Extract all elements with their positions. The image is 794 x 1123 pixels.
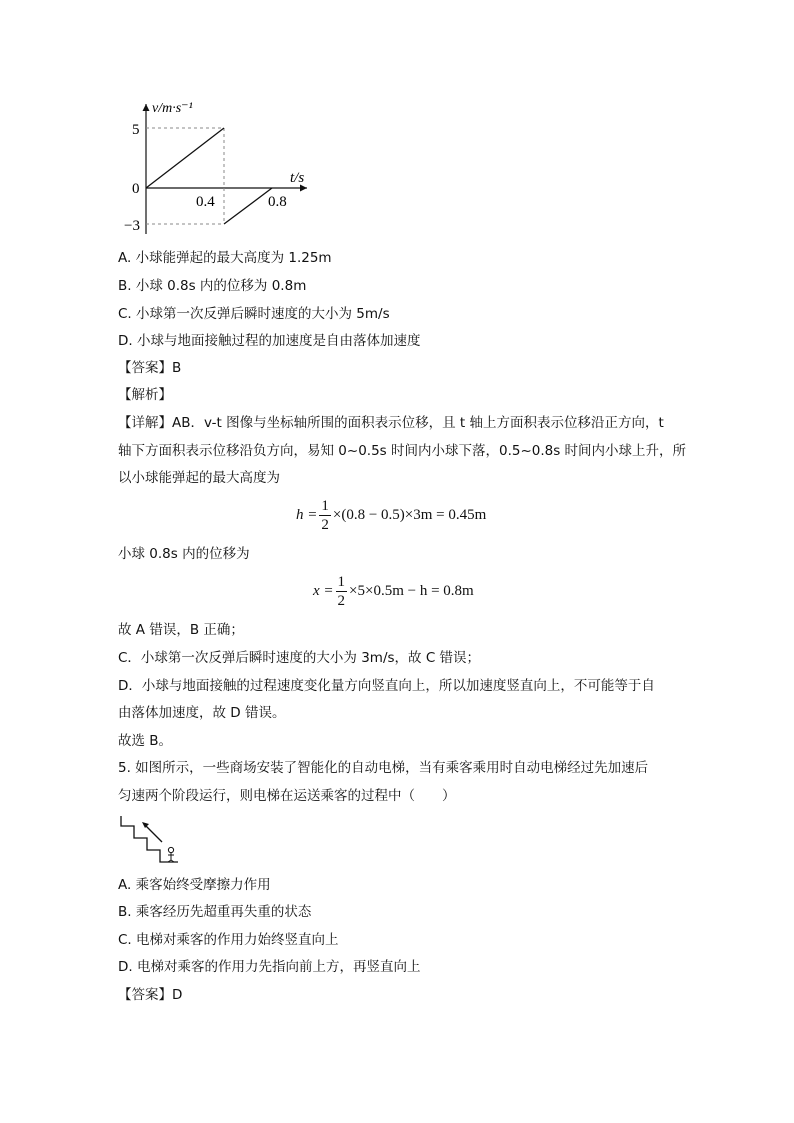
q5-answer: 【答案】D: [118, 987, 183, 1003]
formula-x-rhs: ×5×0.5m − h = 0.8m: [349, 583, 474, 599]
q4-option-a: A. 小球能弹起的最大高度为 1.25m: [118, 250, 332, 266]
q4-option-c: C. 小球第一次反弹后瞬时速度的大小为 5m/s: [118, 306, 390, 322]
q4-d-explanation-2: 由落体加速度，故 D 错误。: [118, 705, 286, 721]
formula-h: [296, 497, 486, 534]
q4-displacement-intro: 小球 0.8s 内的位移为: [118, 546, 250, 562]
q5-option-d: D. 电梯对乘客的作用力先指向前上方，再竖直向上: [118, 959, 421, 975]
y-tick-neg3: −3: [124, 218, 140, 234]
y-tick-0: 0: [132, 181, 140, 197]
q4-detail-line-2: 轴下方面积表示位移沿负方向，易知 0~0.5s 时间内小球下落，0.5~0.8s 时间内小球上升，所: [118, 443, 687, 459]
q4-detail-line-3: 以小球能弹起的最大高度为: [118, 470, 280, 486]
q4-option-d: D. 小球与地面接触过程的加速度是自由落体加速度: [118, 333, 421, 349]
q5-option-c: C. 电梯对乘客的作用力始终竖直向上: [118, 932, 339, 948]
formula-x-numerator: 1: [337, 574, 346, 590]
velocity-line-rising: [224, 188, 272, 224]
q4-c-explanation: C．小球第一次反弹后瞬时速度的大小为 3m/s，故 C 错误；: [118, 650, 481, 666]
q5-stem-line-1: 5. 如图所示，一些商场安装了智能化的自动电梯，当有乘客乘用时自动电梯经过先加速后: [118, 760, 649, 776]
passenger-head: [168, 847, 173, 852]
x-axis-label: t/s: [290, 170, 305, 186]
x-tick-04: 0.4: [196, 194, 215, 210]
formula-h-denominator: 2: [321, 517, 329, 533]
q5-stem-line-2: 匀速两个阶段运行，则电梯在运送乘客的过程中（ ）: [118, 788, 456, 804]
q5-option-b: B. 乘客经历先超重再失重的状态: [118, 904, 312, 920]
formula-h-lhs: h =: [296, 507, 318, 523]
x-tick-08: 0.8: [268, 194, 287, 210]
q4-option-b: B. 小球 0.8s 内的位移为 0.8m: [118, 278, 307, 294]
formula-h-numerator: 1: [321, 498, 329, 514]
q4-final-choice: 故选 B。: [118, 733, 173, 749]
q4-answer: 【答案】B: [118, 360, 182, 376]
formula-x: [313, 573, 474, 610]
q4-conclusion-ab: 故 A 错误，B 正确；: [118, 622, 244, 638]
escalator-figure: [118, 814, 182, 870]
vt-graph: [122, 92, 322, 242]
velocity-line-falling: [146, 128, 224, 188]
q4-detail-line-1: 【详解】AB．v-t 图像与坐标轴所围的面积表示位移，且 t 轴上方面积表示位移沿正方向，t: [118, 415, 664, 431]
q4-d-explanation-1: D．小球与地面接触的过程速度变化量方向竖直向上，所以加速度竖直向上，不可能等于自: [118, 678, 655, 694]
formula-x-denominator: 2: [337, 593, 346, 609]
q5-option-a: A. 乘客始终受摩擦力作用: [118, 877, 271, 893]
y-axis-label: v/m·s⁻¹: [152, 101, 193, 116]
y-tick-5: 5: [132, 122, 140, 138]
formula-x-fraction: [336, 573, 348, 610]
formula-h-fraction: [319, 497, 331, 534]
q4-analysis-title: 【解析】: [118, 387, 172, 403]
formula-h-rhs: ×(0.8 − 0.5)×3m = 0.45m: [332, 507, 487, 523]
formula-x-lhs: x =: [313, 583, 334, 599]
